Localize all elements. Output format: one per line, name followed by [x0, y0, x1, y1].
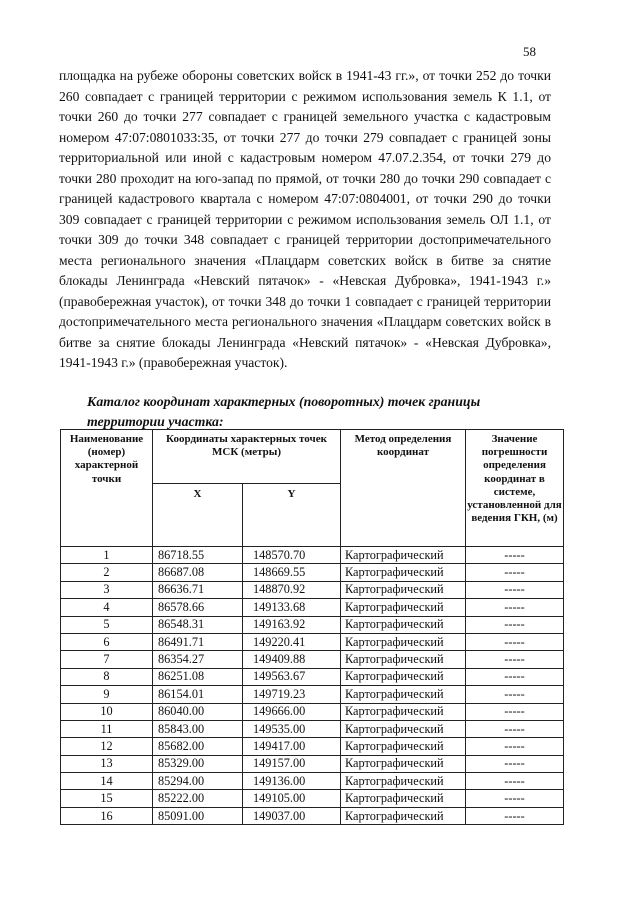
cell-y: 149037.00	[243, 807, 341, 824]
cell-point-number: 8	[61, 668, 153, 685]
cell-point-number: 15	[61, 790, 153, 807]
table-row	[61, 790, 564, 807]
cell-method: Картографический	[341, 651, 466, 668]
page-number: 58	[523, 44, 536, 59]
table-row	[61, 668, 564, 685]
table-body	[61, 547, 564, 825]
cell-method: Картографический	[341, 547, 466, 564]
table-row	[61, 773, 564, 790]
cell-point-number: 6	[61, 633, 153, 650]
cell-y: 148570.70	[243, 547, 341, 564]
cell-point-number: 4	[61, 599, 153, 616]
header-error: Значение погрешности определения координат в системе, установленной для ведения ГКН, (м)	[466, 430, 564, 547]
table-row	[61, 547, 564, 564]
cell-y: 149133.68	[243, 599, 341, 616]
cell-method: Картографический	[341, 599, 466, 616]
table-caption-line1: Каталог координат характерных (поворотных) точек границы	[87, 394, 481, 409]
header-y: Y	[243, 484, 341, 547]
cell-point-number: 13	[61, 755, 153, 772]
cell-error: -----	[466, 720, 564, 737]
header-coordinates: Координаты характерных точек МСК (метры)	[153, 430, 341, 484]
cell-x: 86548.31	[153, 616, 243, 633]
cell-y: 149105.00	[243, 790, 341, 807]
cell-point-number: 2	[61, 564, 153, 581]
cell-y: 149220.41	[243, 633, 341, 650]
cell-x: 86040.00	[153, 703, 243, 720]
cell-error: -----	[466, 773, 564, 790]
cell-point-number: 14	[61, 773, 153, 790]
cell-error: -----	[466, 547, 564, 564]
cell-x: 86687.08	[153, 564, 243, 581]
cell-method: Картографический	[341, 703, 466, 720]
cell-y: 148669.55	[243, 564, 341, 581]
cell-error: -----	[466, 581, 564, 598]
cell-y: 149417.00	[243, 738, 341, 755]
cell-error: -----	[466, 599, 564, 616]
cell-x: 86718.55	[153, 547, 243, 564]
cell-x: 86251.08	[153, 668, 243, 685]
cell-x: 85091.00	[153, 807, 243, 824]
cell-error: -----	[466, 633, 564, 650]
header-point-name: Наименование (номер) характерной точки	[61, 430, 153, 547]
cell-point-number: 9	[61, 686, 153, 703]
cell-y: 149136.00	[243, 773, 341, 790]
table-row	[61, 703, 564, 720]
cell-point-number: 5	[61, 616, 153, 633]
cell-x: 85294.00	[153, 773, 243, 790]
table-row	[61, 599, 564, 616]
table-row	[61, 738, 564, 755]
cell-error: -----	[466, 807, 564, 824]
cell-x: 85222.00	[153, 790, 243, 807]
cell-method: Картографический	[341, 686, 466, 703]
cell-y: 149563.67	[243, 668, 341, 685]
cell-error: -----	[466, 686, 564, 703]
cell-x: 86578.66	[153, 599, 243, 616]
cell-method: Картографический	[341, 616, 466, 633]
cell-error: -----	[466, 738, 564, 755]
table-caption	[87, 392, 551, 432]
cell-error: -----	[466, 564, 564, 581]
cell-point-number: 16	[61, 807, 153, 824]
table-row	[61, 720, 564, 737]
cell-error: -----	[466, 790, 564, 807]
cell-x: 86491.71	[153, 633, 243, 650]
coordinates-table	[60, 429, 564, 825]
cell-point-number: 11	[61, 720, 153, 737]
cell-point-number: 12	[61, 738, 153, 755]
cell-y: 149163.92	[243, 616, 341, 633]
cell-method: Картографический	[341, 790, 466, 807]
cell-x: 85682.00	[153, 738, 243, 755]
cell-y: 149666.00	[243, 703, 341, 720]
cell-error: -----	[466, 616, 564, 633]
cell-y: 149719.23	[243, 686, 341, 703]
header-x: X	[153, 484, 243, 547]
cell-point-number: 3	[61, 581, 153, 598]
cell-method: Картографический	[341, 720, 466, 737]
table-caption-line2: территории участка:	[87, 414, 224, 429]
table-row	[61, 686, 564, 703]
cell-y: 149157.00	[243, 755, 341, 772]
table-row	[61, 633, 564, 650]
cell-x: 86154.01	[153, 686, 243, 703]
cell-error: -----	[466, 651, 564, 668]
cell-error: -----	[466, 703, 564, 720]
table-row	[61, 616, 564, 633]
cell-y: 149535.00	[243, 720, 341, 737]
header-method: Метод определения координат	[341, 430, 466, 547]
table-row	[61, 651, 564, 668]
cell-point-number: 10	[61, 703, 153, 720]
cell-y: 148870.92	[243, 581, 341, 598]
cell-point-number: 1	[61, 547, 153, 564]
table-row	[61, 581, 564, 598]
table-header-row	[61, 430, 564, 484]
cell-y: 149409.88	[243, 651, 341, 668]
cell-method: Картографический	[341, 755, 466, 772]
cell-method: Картографический	[341, 633, 466, 650]
cell-x: 86636.71	[153, 581, 243, 598]
cell-method: Картографический	[341, 773, 466, 790]
cell-point-number: 7	[61, 651, 153, 668]
cell-x: 85329.00	[153, 755, 243, 772]
cell-x: 85843.00	[153, 720, 243, 737]
cell-error: -----	[466, 668, 564, 685]
cell-x: 86354.27	[153, 651, 243, 668]
cell-method: Картографический	[341, 738, 466, 755]
cell-error: -----	[466, 755, 564, 772]
table-row	[61, 564, 564, 581]
cell-method: Картографический	[341, 581, 466, 598]
cell-method: Картографический	[341, 668, 466, 685]
body-paragraph: площадка на рубеже обороны советских войск в 1941-43 гг.», от точки 252 до точки 260 совпадает с границей территории с режимом использования земель К 1.1, от точки 260 до точки 277 совпадает с границей земельного участка с кадастровым номером 47:07:0801033:35, от точки 277 до точки 279 совпадает с границей зоны территориальной или иной с кадастровым номером 47.07.2.354, от точки 279 до точки 280 проходит на юго-запад по прямой, от точки 280 до точки 290 совпадает с границей кадастрового квартала с номером 47:07:0804001, от точки 290 до точки 309 совпадает с границей территории с режимом использования земель ОЛ 1.1, от точки 309 до точки 348 совпадает с границей территории достопримечательного места регионального значения «Плацдарм советских войск в битве за снятие блокады Ленинграда «Невский пятачок» - «Невская Дубровка», 1941-1943 г.» (правобережная участок), от точки 348 до точки 1 совпадает с границей территории достопримечательного места регионального значения «Плацдарм советских войск в битве за снятие блокады Ленинграда «Невский пятачок» - «Невская Дубровка», 1941-1943 г.» (правобережная участок).	[59, 68, 551, 370]
cell-method: Картографический	[341, 807, 466, 824]
cell-method: Картографический	[341, 564, 466, 581]
table-row	[61, 807, 564, 824]
table-row	[61, 755, 564, 772]
